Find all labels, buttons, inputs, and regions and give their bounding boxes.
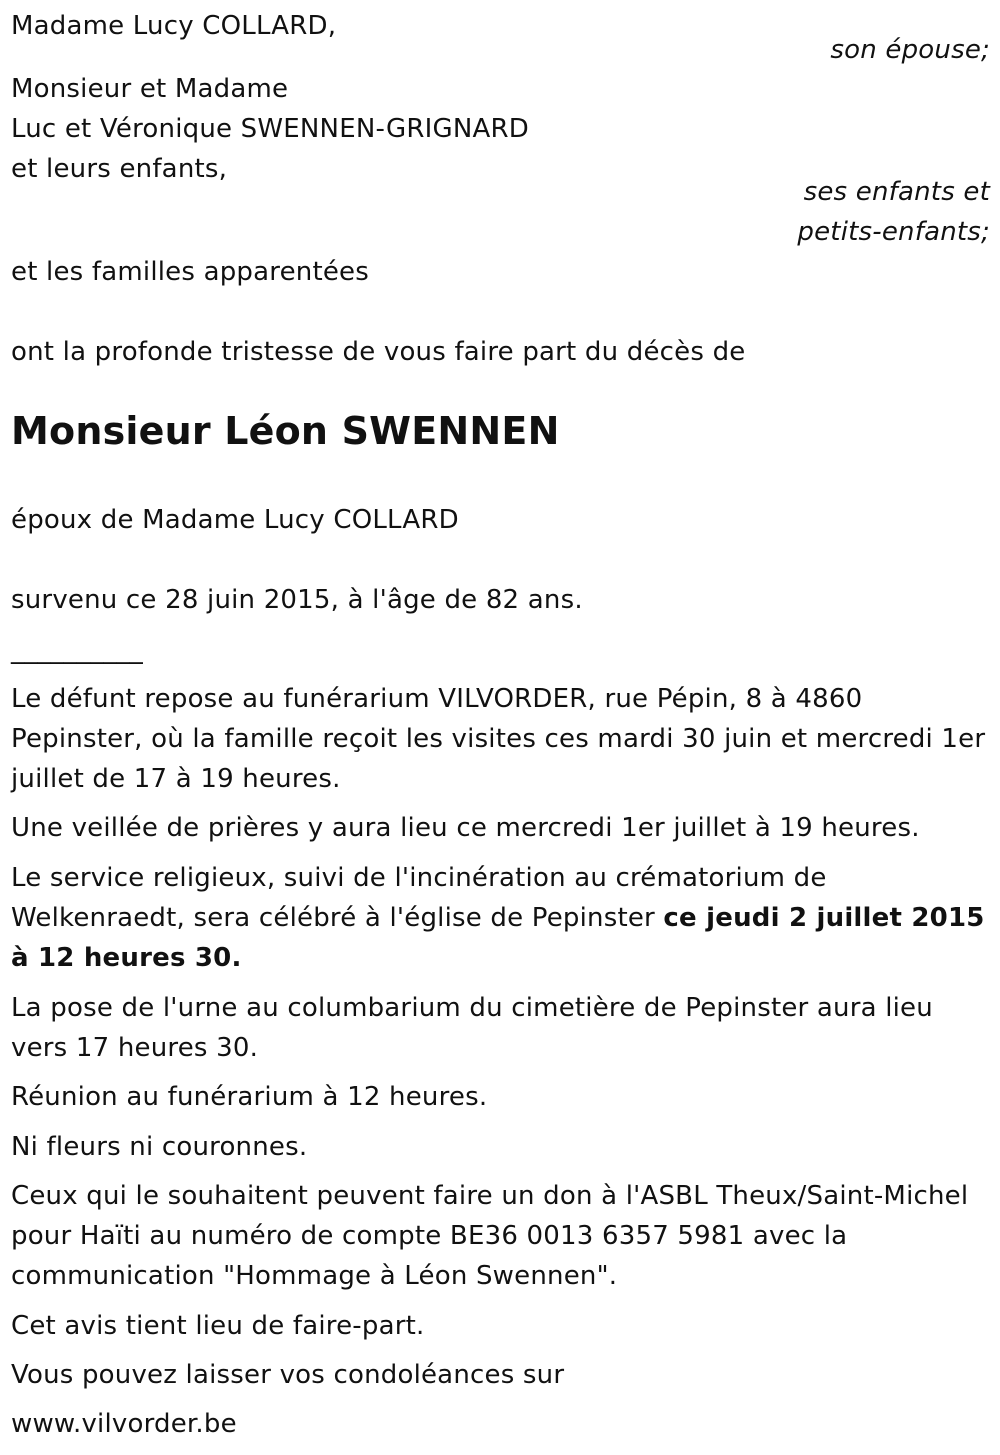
children-role-line-1: ses enfants et xyxy=(803,177,990,207)
website-link[interactable]: www.vilvorder.be xyxy=(11,1409,237,1439)
service-paragraph xyxy=(11,858,991,978)
urn-paragraph: La pose de l'urne au columbarium du cimetière de Pepinster aura lieu vers 17 heures 30. xyxy=(11,993,933,1063)
meeting-paragraph: Réunion au funérarium à 12 heures. xyxy=(11,1082,488,1112)
website-link-row xyxy=(11,1404,237,1444)
death-info: survenu ce 28 juin 2015, à l'âge de 82 ans. xyxy=(11,585,583,615)
flowers-paragraph: Ni fleurs ni couronnes. xyxy=(11,1132,308,1162)
related-families: et les familles apparentées xyxy=(11,257,369,287)
spouse-name: Madame Lucy COLLARD, xyxy=(11,11,337,41)
separator-line: __________ xyxy=(11,635,143,665)
child-line-1: Monsieur et Madame xyxy=(11,74,289,104)
vigil-paragraph: Une veillée de prières y aura lieu ce mercredi 1er juillet à 19 heures. xyxy=(11,813,920,843)
notice-paragraph: Cet avis tient lieu de faire-part. xyxy=(11,1311,425,1341)
announcement-text: ont la profonde tristesse de vous faire part du décès de xyxy=(11,337,746,367)
spouse-role: son épouse; xyxy=(830,35,990,65)
deceased-name: Monsieur Léon SWENNEN xyxy=(11,409,560,453)
service-text: Le service religieux, suivi de l'incinération au crématorium de Welkenraedt, sera célébré à l'église de Pepinster xyxy=(11,863,827,933)
child-line-3: et leurs enfants, xyxy=(11,154,228,184)
repose-paragraph: Le défunt repose au funérarium VILVORDER, rue Pépin, 8 à 4860 Pepinster, où la famille reçoit les visites ces mardi 30 juin et mercredi 1er juillet de 17 à 19 heures. xyxy=(11,684,986,794)
child-line-2: Luc et Véronique SWENNEN-GRIGNARD xyxy=(11,114,529,144)
donation-paragraph: Ceux qui le souhaitent peuvent faire un don à l'ASBL Theux/Saint-Michel pour Haïti au numéro de compte BE36 0013 6357 5981 avec la communication "Hommage à Léon Swennen". xyxy=(11,1181,969,1291)
children-role-line-2: petits-enfants; xyxy=(797,217,990,247)
condolences-paragraph: Vous pouvez laisser vos condoléances sur xyxy=(11,1360,565,1390)
service-date-bold: ce jeudi 2 juillet 2015 à 12 heures 30. xyxy=(11,903,985,973)
spouse-of-text: époux de Madame Lucy COLLARD xyxy=(11,505,459,535)
